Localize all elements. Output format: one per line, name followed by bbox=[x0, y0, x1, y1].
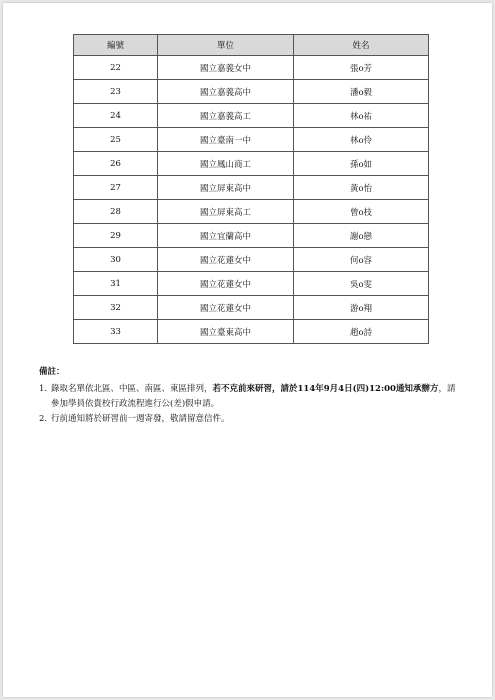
roster-table bbox=[73, 34, 429, 344]
table-row bbox=[74, 224, 429, 248]
note-text-part: 錄取名單依北區、中區、南區、東區排列， bbox=[51, 384, 213, 394]
cell-number: 23 bbox=[74, 80, 158, 104]
cell-name: 孫o如 bbox=[294, 152, 429, 176]
cell-number: 25 bbox=[74, 128, 158, 152]
cell-name: 林o祐 bbox=[294, 104, 429, 128]
table-row bbox=[74, 56, 429, 80]
cell-unit: 國立臺南一中 bbox=[158, 128, 294, 152]
cell-number: 29 bbox=[74, 224, 158, 248]
note-text: 行前通知將於研習前一週寄發，敬請留意信件。 bbox=[51, 414, 230, 424]
cell-name: 何o容 bbox=[294, 248, 429, 272]
cell-unit: 國立嘉義女中 bbox=[158, 56, 294, 80]
cell-number: 22 bbox=[74, 56, 158, 80]
cell-unit: 國立臺東高中 bbox=[158, 320, 294, 344]
cell-name: 林o伶 bbox=[294, 128, 429, 152]
cell-name: 張o芳 bbox=[294, 56, 429, 80]
cell-name: 黃o怡 bbox=[294, 176, 429, 200]
cell-number: 27 bbox=[74, 176, 158, 200]
cell-number: 28 bbox=[74, 200, 158, 224]
table-header-row bbox=[74, 35, 429, 56]
table-row bbox=[74, 152, 429, 176]
note-item-2 bbox=[39, 412, 459, 427]
table-row bbox=[74, 80, 429, 104]
cell-unit: 國立嘉義高中 bbox=[158, 80, 294, 104]
header-unit: 單位 bbox=[158, 35, 294, 56]
note-text-part: ，請參加學員依貴校行政流程進行公(差)假申請。 bbox=[51, 384, 456, 409]
cell-name: 潘o毅 bbox=[294, 80, 429, 104]
table-row bbox=[74, 320, 429, 344]
cell-number: 33 bbox=[74, 320, 158, 344]
note-number: 2. bbox=[39, 414, 48, 424]
cell-number: 24 bbox=[74, 104, 158, 128]
cell-unit: 國立花蓮女中 bbox=[158, 272, 294, 296]
notes-section bbox=[39, 365, 459, 427]
table-row bbox=[74, 176, 429, 200]
cell-name: 吳o雯 bbox=[294, 272, 429, 296]
header-number: 編號 bbox=[74, 35, 158, 56]
table-row bbox=[74, 128, 429, 152]
cell-unit: 國立屏東高中 bbox=[158, 176, 294, 200]
notes-title: 備註： bbox=[39, 367, 65, 377]
cell-unit: 國立花蓮女中 bbox=[158, 248, 294, 272]
note-text bbox=[51, 382, 459, 412]
cell-unit: 國立嘉義高工 bbox=[158, 104, 294, 128]
cell-number: 31 bbox=[74, 272, 158, 296]
cell-number: 32 bbox=[74, 296, 158, 320]
cell-unit: 國立屏東高工 bbox=[158, 200, 294, 224]
cell-number: 26 bbox=[74, 152, 158, 176]
table-row bbox=[74, 272, 429, 296]
cell-name: 謝o戀 bbox=[294, 224, 429, 248]
header-name: 姓名 bbox=[294, 35, 429, 56]
note-number: 1. bbox=[39, 384, 48, 394]
cell-unit: 國立花蓮女中 bbox=[158, 296, 294, 320]
table-row bbox=[74, 296, 429, 320]
note-item-1 bbox=[39, 382, 459, 412]
note-emphasis: 若不克前來研習，請於114年9月4日(四)12:00通知承辦方 bbox=[212, 384, 439, 394]
cell-name: 曾o枝 bbox=[294, 200, 429, 224]
cell-unit: 國立宜蘭高中 bbox=[158, 224, 294, 248]
cell-unit: 國立鳳山商工 bbox=[158, 152, 294, 176]
table-row bbox=[74, 104, 429, 128]
document-page bbox=[3, 3, 492, 697]
cell-name: 游o翔 bbox=[294, 296, 429, 320]
table-row bbox=[74, 248, 429, 272]
cell-number: 30 bbox=[74, 248, 158, 272]
cell-name: 趙o詩 bbox=[294, 320, 429, 344]
table-row bbox=[74, 200, 429, 224]
